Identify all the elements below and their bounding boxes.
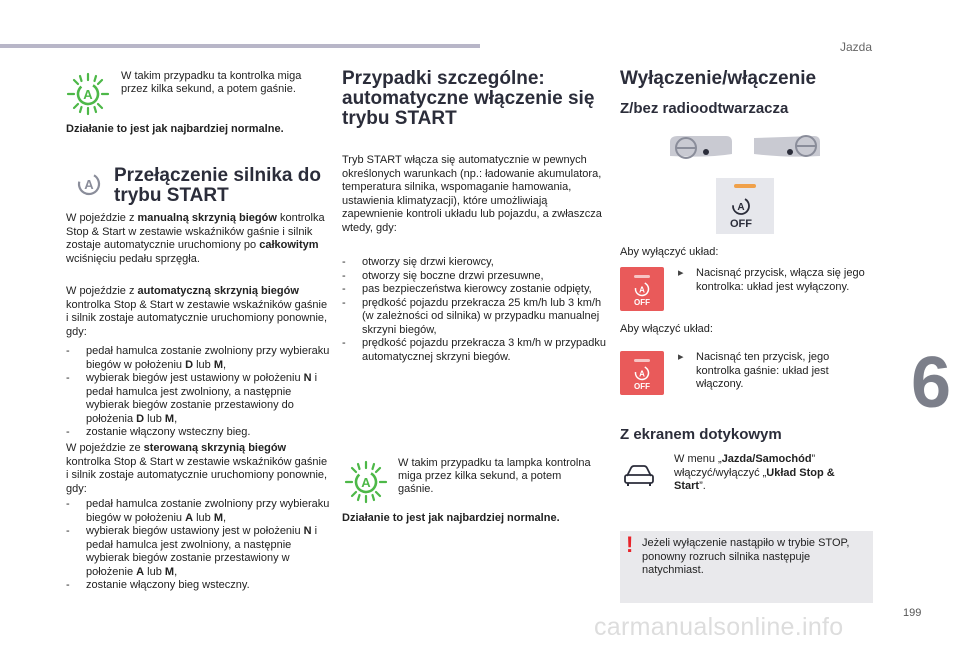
subtitle-touch: Z ekranem dotykowym <box>620 426 782 443</box>
svg-text:A: A <box>84 177 94 192</box>
para-special-intro: Tryb START włącza się automatycznie w pewnych określonych warunkach (np.: ładowanie akumulatora, temperatura silnika, wspomaganie hamowania, ustawienia klimatyzacji), które umożliwiają zapewnienie kontroli układu lub pojazdu, a zwłaszcza wtedy, gdy: <box>342 154 602 234</box>
svg-text:A: A <box>83 87 93 102</box>
list-item: - wybierak biegów ustawiony jest w położeniu N i pedał hamulca jest zwolniony, a następnie wybierak biegów zostanie przestawiony w położenie A lub M, <box>66 525 330 579</box>
list-special <box>342 256 606 364</box>
section-title: Jazda <box>839 40 872 54</box>
off-label: OFF <box>634 298 650 307</box>
note-bold-1: Działanie to jest jak najbardziej normalne. <box>66 123 284 135</box>
off-button-2[interactable] <box>620 351 664 395</box>
para-auto: W pojeździe z automatyczną skrzynią biegów kontrolka Stop & Start w zestawie wskaźników gaśnie i silnik zostaje automatycznie uruchomiony ponownie, gdy: <box>66 285 328 338</box>
off-label: OFF <box>634 382 650 391</box>
big-off-button[interactable] <box>720 193 762 233</box>
big-off-label: OFF <box>730 218 752 230</box>
on-step: ▸ Nacisnąć ten przycisk, jego kontrolka gaśnie: układ jest włączony. <box>678 351 830 390</box>
list-item: - otworzy się drzwi kierowcy, <box>342 256 606 270</box>
list-item: - prędkość pojazdu przekracza 25 km/h lub 3 km/h (w zależności od silnika) w przypadku manualnej skrzyni biegów, <box>342 297 606 338</box>
list-item: - otworzy się boczne drzwi przesuwne, <box>342 270 606 284</box>
watermark: carmanualsonline.info <box>594 613 844 641</box>
off-intro: Aby wyłączyć układ: <box>620 246 719 258</box>
car-icon <box>622 462 656 488</box>
warning-text: Jeżeli wyłączenie nastąpiło w trybie STOP, ponowny rozruch silnika następuje natychmiast. <box>642 537 850 576</box>
list-item: - pas bezpieczeństwa kierowcy zostanie odpięty, <box>342 283 606 297</box>
stop-start-green-icon <box>66 72 110 116</box>
list-auto <box>66 345 330 440</box>
list-item: - zostanie włączony bieg wsteczny. <box>66 579 330 593</box>
off-button-1[interactable] <box>620 267 664 311</box>
subtitle-radio: Z/bez radioodtwarzacza <box>620 100 789 117</box>
led-bar <box>634 359 650 362</box>
para-manual: W pojeździe z manualną skrzynią biegów kontrolka Stop & Start w zestawie wskaźników gaśnie i silnik zostaje automatycznie uruchomiony po całkowitym wciśnięciu pedału sprzęgła. <box>66 212 325 265</box>
list-item: - zostanie włączony wsteczny bieg. <box>66 426 330 440</box>
arrow-icon: ▸ <box>678 351 684 363</box>
list-controlled <box>66 498 330 593</box>
list-item: - wybierak biegów jest ustawiony w położeniu N i pedał hamulca jest zwolniony, a następnie wybierak biegów zostanie przestawiony do położenia D lub M, <box>66 372 330 426</box>
title-special: Przypadki szczególne: automatyczne włączenie się trybu START <box>342 68 595 129</box>
svg-text:A: A <box>361 475 371 490</box>
warning-box <box>620 531 873 603</box>
header-rule <box>0 44 480 48</box>
warning-icon: ! <box>626 532 634 557</box>
note-text-2: W takim przypadku ta lampka kontrolna miga przez kilka sekund, a potem gaśnie. <box>398 457 591 495</box>
note-bold-2: Działanie to jest jak najbardziej normalne. <box>342 512 560 524</box>
stop-start-grey-icon <box>76 171 102 197</box>
svg-text:A: A <box>639 369 645 379</box>
title-onoff: Wyłączenie/włączenie <box>620 68 817 89</box>
arrow-icon: ▸ <box>678 267 684 279</box>
svg-text:A: A <box>737 202 745 213</box>
note-text-1: W takim przypadku ta kontrolka miga przez kilka sekund, a potem gaśnie. <box>121 70 302 95</box>
list-item: - prędkość pojazdu przekracza 3 km/h w przypadku automatycznej skrzyni biegów. <box>342 337 606 364</box>
svg-text:A: A <box>639 285 645 295</box>
list-item: - pedał hamulca zostanie zwolniony przy wybieraku biegów w położeniu D lub M, <box>66 345 330 372</box>
title-restart: Przełączenie silnika do trybu START <box>114 165 321 206</box>
page-number: 199 <box>903 607 922 619</box>
off-step: ▸ Nacisnąć przycisk, włącza się jego kontrolka: układ jest wyłączony. <box>678 267 865 293</box>
on-intro: Aby włączyć układ: <box>620 323 713 335</box>
touch-instructions: W menu „Jazda/Samochód” włączyć/wyłączyć „Układ Stop & Start”. <box>674 453 835 492</box>
led-bar <box>634 275 650 278</box>
chapter-number: 6 <box>902 340 960 426</box>
stop-start-green-icon <box>344 460 388 504</box>
list-item: - pedał hamulca zostanie zwolniony przy wybieraku biegów w położeniu A lub M, <box>66 498 330 525</box>
para-controlled: W pojeździe ze sterowaną skrzynią biegów kontrolka Stop & Start w zestawie wskaźników gaśnie i silnik zostaje automatycznie uruchomiony ponownie, gdy: <box>66 442 328 495</box>
